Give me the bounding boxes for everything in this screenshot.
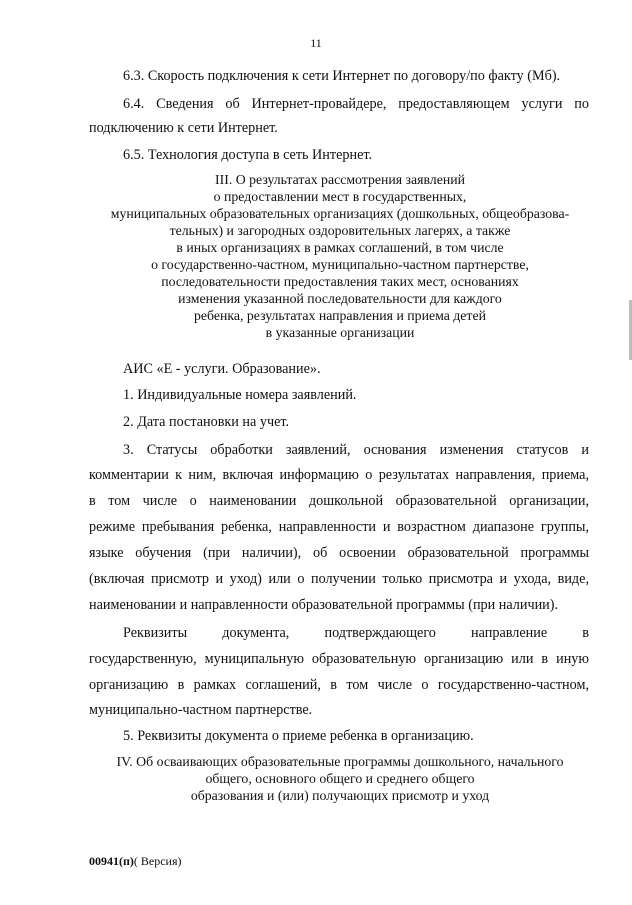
section-4-heading-line: образования и (или) получающих присмотр и уход xyxy=(190,788,490,803)
item-6-3: 6.3. Скорость подключения к сети Интернет по договору/по факту (Мб). xyxy=(123,68,561,84)
section-3-heading-line: тельных) и загородных оздоровительных лагерях, а также xyxy=(169,223,511,238)
item-3-line: комментарии к ним, включая информацию о результатах направления, приема, xyxy=(89,467,589,483)
item-3-line: наименовании и направленности образовательной программы (при наличии). xyxy=(89,597,559,613)
footer-code xyxy=(89,854,182,869)
document-version: ( Версия) xyxy=(133,854,182,868)
section-3-heading-line: о предоставлении мест в государственных, xyxy=(213,189,467,204)
item-4-line: государственную, муниципальную образовательную организацию или в иную xyxy=(89,651,589,667)
item-3-line: языке обучения (при наличии), об освоении образовательной программы xyxy=(89,545,589,561)
item-6-5: 6.5. Технология доступа в сеть Интернет. xyxy=(123,147,373,163)
item-4-line: муниципально-частном партнерстве. xyxy=(89,702,313,718)
section-4-heading-line: общего, основного общего и среднего общего xyxy=(205,771,475,786)
section-3-heading-line: ребенка, результатах направления и приема детей xyxy=(194,308,486,323)
section-3-heading-line: в указанные организации xyxy=(265,325,415,340)
section-3-heading-line: муниципальных образовательных организациях (дошкольных, общеобразова- xyxy=(110,206,570,221)
section-3-heading-line: о государственно-частном, муниципально-частном партнерстве, xyxy=(151,257,529,272)
item-1: 1. Индивидуальные номера заявлений. xyxy=(123,387,357,403)
item-4-line: Реквизиты документа, подтверждающего направление в xyxy=(123,625,589,641)
item-6-4-line-1: 6.4. Сведения об Интернет-провайдере, предоставляющем услуги по xyxy=(123,96,589,112)
item-5: 5. Реквизиты документа о приеме ребенка в организацию. xyxy=(123,728,474,744)
section-3-heading-line: изменения указанной последовательности для каждого xyxy=(178,291,502,306)
item-6-4-line-2: подключению к сети Интернет. xyxy=(89,120,278,136)
section-3-heading-line: последовательности предоставления таких мест, основаниях xyxy=(161,274,519,289)
item-4-line: организацию в рамках соглашений, в том числе о государственно-частном, xyxy=(89,677,589,693)
item-3-line: режиме пребывания ребенка, направленности и возрастном диапазоне группы, xyxy=(89,519,589,535)
item-3-line: (включая присмотр и уход) или о получении только присмотра и ухода, виде, xyxy=(89,571,589,587)
system-name: АИС «Е - услуги. Образование». xyxy=(123,361,321,377)
section-3-heading-line: III. О результатах рассмотрения заявлений xyxy=(215,172,465,187)
item-3-line: 3. Статусы обработки заявлений, основания изменения статусов и xyxy=(123,442,589,458)
item-2: 2. Дата постановки на учет. xyxy=(123,414,290,430)
section-3-heading-line: в иных организациях в рамках соглашений, в том числе xyxy=(176,240,504,255)
document-code: 00941(п) xyxy=(89,854,134,868)
item-3-line: в том числе о наименовании дошкольной образовательной организации, xyxy=(89,493,589,509)
section-4-heading-line: IV. Об осваивающих образовательные программы дошкольного, начального xyxy=(116,754,564,769)
page-number: 11 xyxy=(310,36,322,50)
